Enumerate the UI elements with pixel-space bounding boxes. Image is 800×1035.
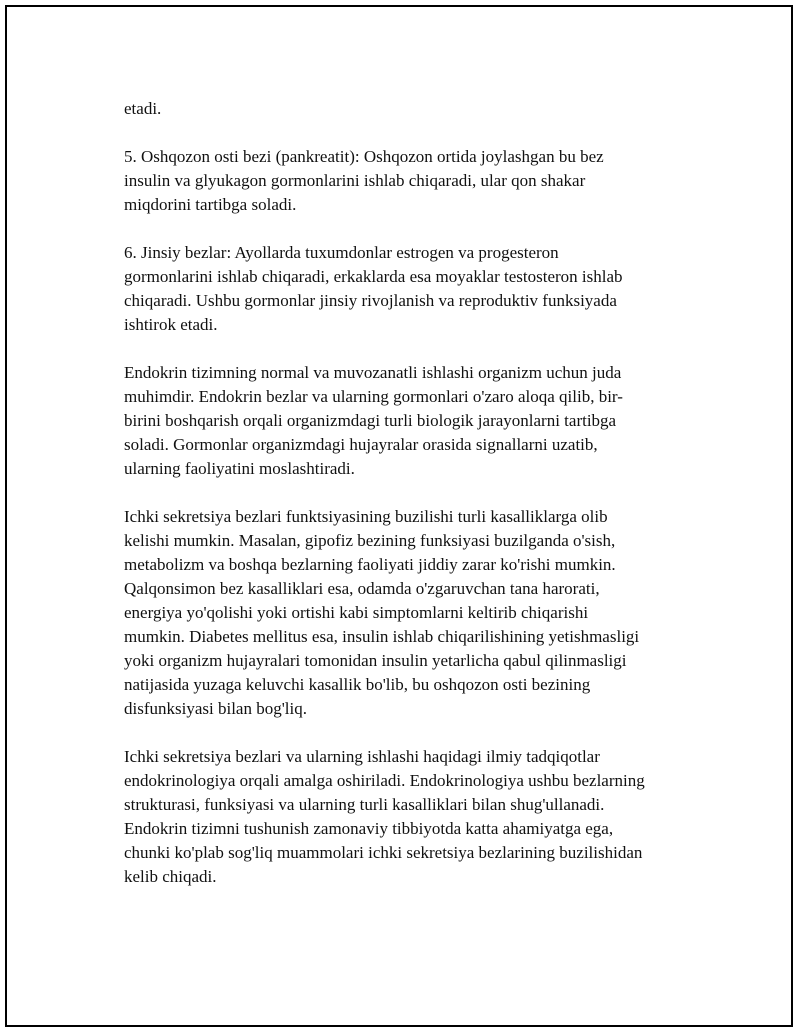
paragraph-gland-disorders: Ichki sekretsiya bezlari funktsiyasining buzilishi turli kasalliklarga olib kelishi mumkin. Masalan, gipofiz bezining funksiyasi buzilganda o'sish, metabolizm va boshqa bezlarning faoliyati jiddiy zarar ko'rishi mumkin. Qalqonsimon bez kasalliklari esa, odamda o'zgaruvchan tana harorati, energiya yo'qolishi yoki ortishi kabi simptomlarni keltirib chiqarishi mumkin. Diabetes mellitus esa, insulin ishlab chiqarilishining yetishmasligi yoki organizm hujayralari tomonidan insulin yetarlicha qabul qilinmasligi natijasida yuzaga keluvchi kasallik bo'lib, bu oshqozon osti bezining disfunksiyasi bilan bog'liq. [124,507,640,718]
paragraph-sex-glands: 6. Jinsiy bezlar: Ayollarda tuxumdonlar estrogen va progesteron gormonlarini ishlab chiqaradi, erkaklarda esa moyaklar testosteron ishlab chiqaradi. Ushbu gormonlar jinsiy rivojlanish va reproduktiv funksiyada ishtirok etadi. [124,243,623,334]
paragraph-continuation: etadi. [124,99,162,118]
paragraph-pancreas: 5. Oshqozon osti bezi (pankreatit): Oshqozon ortida joylashgan bu bez insulin va glyukagon gormonlarini ishlab chiqaradi, ular qon shakar miqdorini tartibga soladi. [124,147,604,214]
document-body [124,97,699,913]
paragraph-endocrine-balance: Endokrin tizimning normal va muvozanatli ishlashi organizm uchun juda muhimdir. Endokrin bezlar va ularning gormonlari o'zaro aloqa qilib, bir- birini boshqarish orqali organizmdagi turli biologik jarayonlarni tartibga soladi. Gormonlar organizmdagi hujayralar orasida signallarni uzatib, ularning faoliyatini moslashtiradi. [124,363,623,478]
paragraph-endocrinology: Ichki sekretsiya bezlari va ularning ishlashi haqidagi ilmiy tadqiqotlar endokrinologiya orqali amalga oshiriladi. Endokrinologiya ushbu bezlarning strukturasi, funksiyasi va ularning turli kasalliklari bilan shug'ullanadi. Endokrin tizimni tushunish zamonaviy tibbiyotda katta ahamiyatga ega, chunki ko'plab sog'liq muammolari ichki sekretsiya bezlarining buzilishidan kelib chiqadi. [124,747,645,886]
page-frame [5,5,793,1027]
